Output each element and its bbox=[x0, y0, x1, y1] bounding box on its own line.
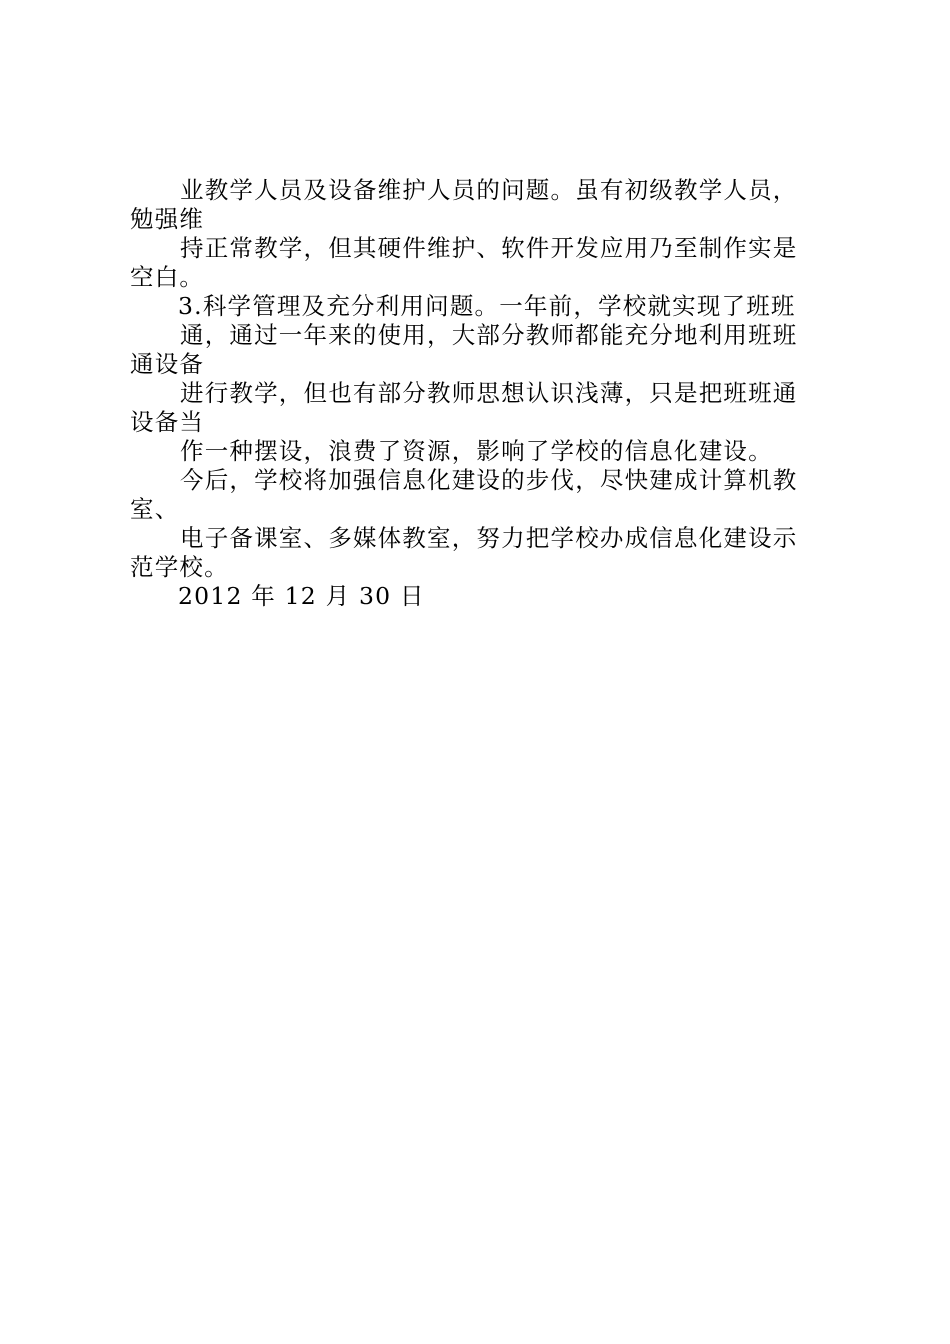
text-line: 持正常教学，但其硬件维护、软件开发应用乃至制作实是 bbox=[180, 234, 798, 262]
text-line: 通设备 bbox=[130, 350, 205, 378]
text-line: 空白。 bbox=[130, 263, 205, 291]
text-line: 今后，学校将加强信息化建设的步伐，尽快建成计算机教 bbox=[180, 466, 798, 494]
text-line: 室、 bbox=[130, 495, 180, 523]
text-line: 3.科学管理及充分利用问题。一年前，学校就实现了班班 bbox=[178, 292, 796, 320]
text-line: 进行教学，但也有部分教师思想认识浅薄，只是把班班通 bbox=[180, 379, 798, 407]
text-line: 勉强维 bbox=[130, 205, 205, 233]
text-line: 范学校。 bbox=[130, 553, 229, 581]
text-line: 通，通过一年来的使用，大部分教师都能充分地利用班班 bbox=[180, 321, 798, 349]
document-body bbox=[130, 176, 835, 611]
text-line: 业教学人员及设备维护人员的问题。虽有初级教学人员， bbox=[180, 176, 798, 204]
date-line: 2012 年 12 月 30 日 bbox=[178, 582, 425, 610]
text-line: 作一种摆设，浪费了资源，影响了学校的信息化建设。 bbox=[180, 437, 773, 465]
text-line: 设备当 bbox=[130, 408, 205, 436]
text-line: 电子备课室、多媒体教室，努力把学校办成信息化建设示 bbox=[180, 524, 798, 552]
